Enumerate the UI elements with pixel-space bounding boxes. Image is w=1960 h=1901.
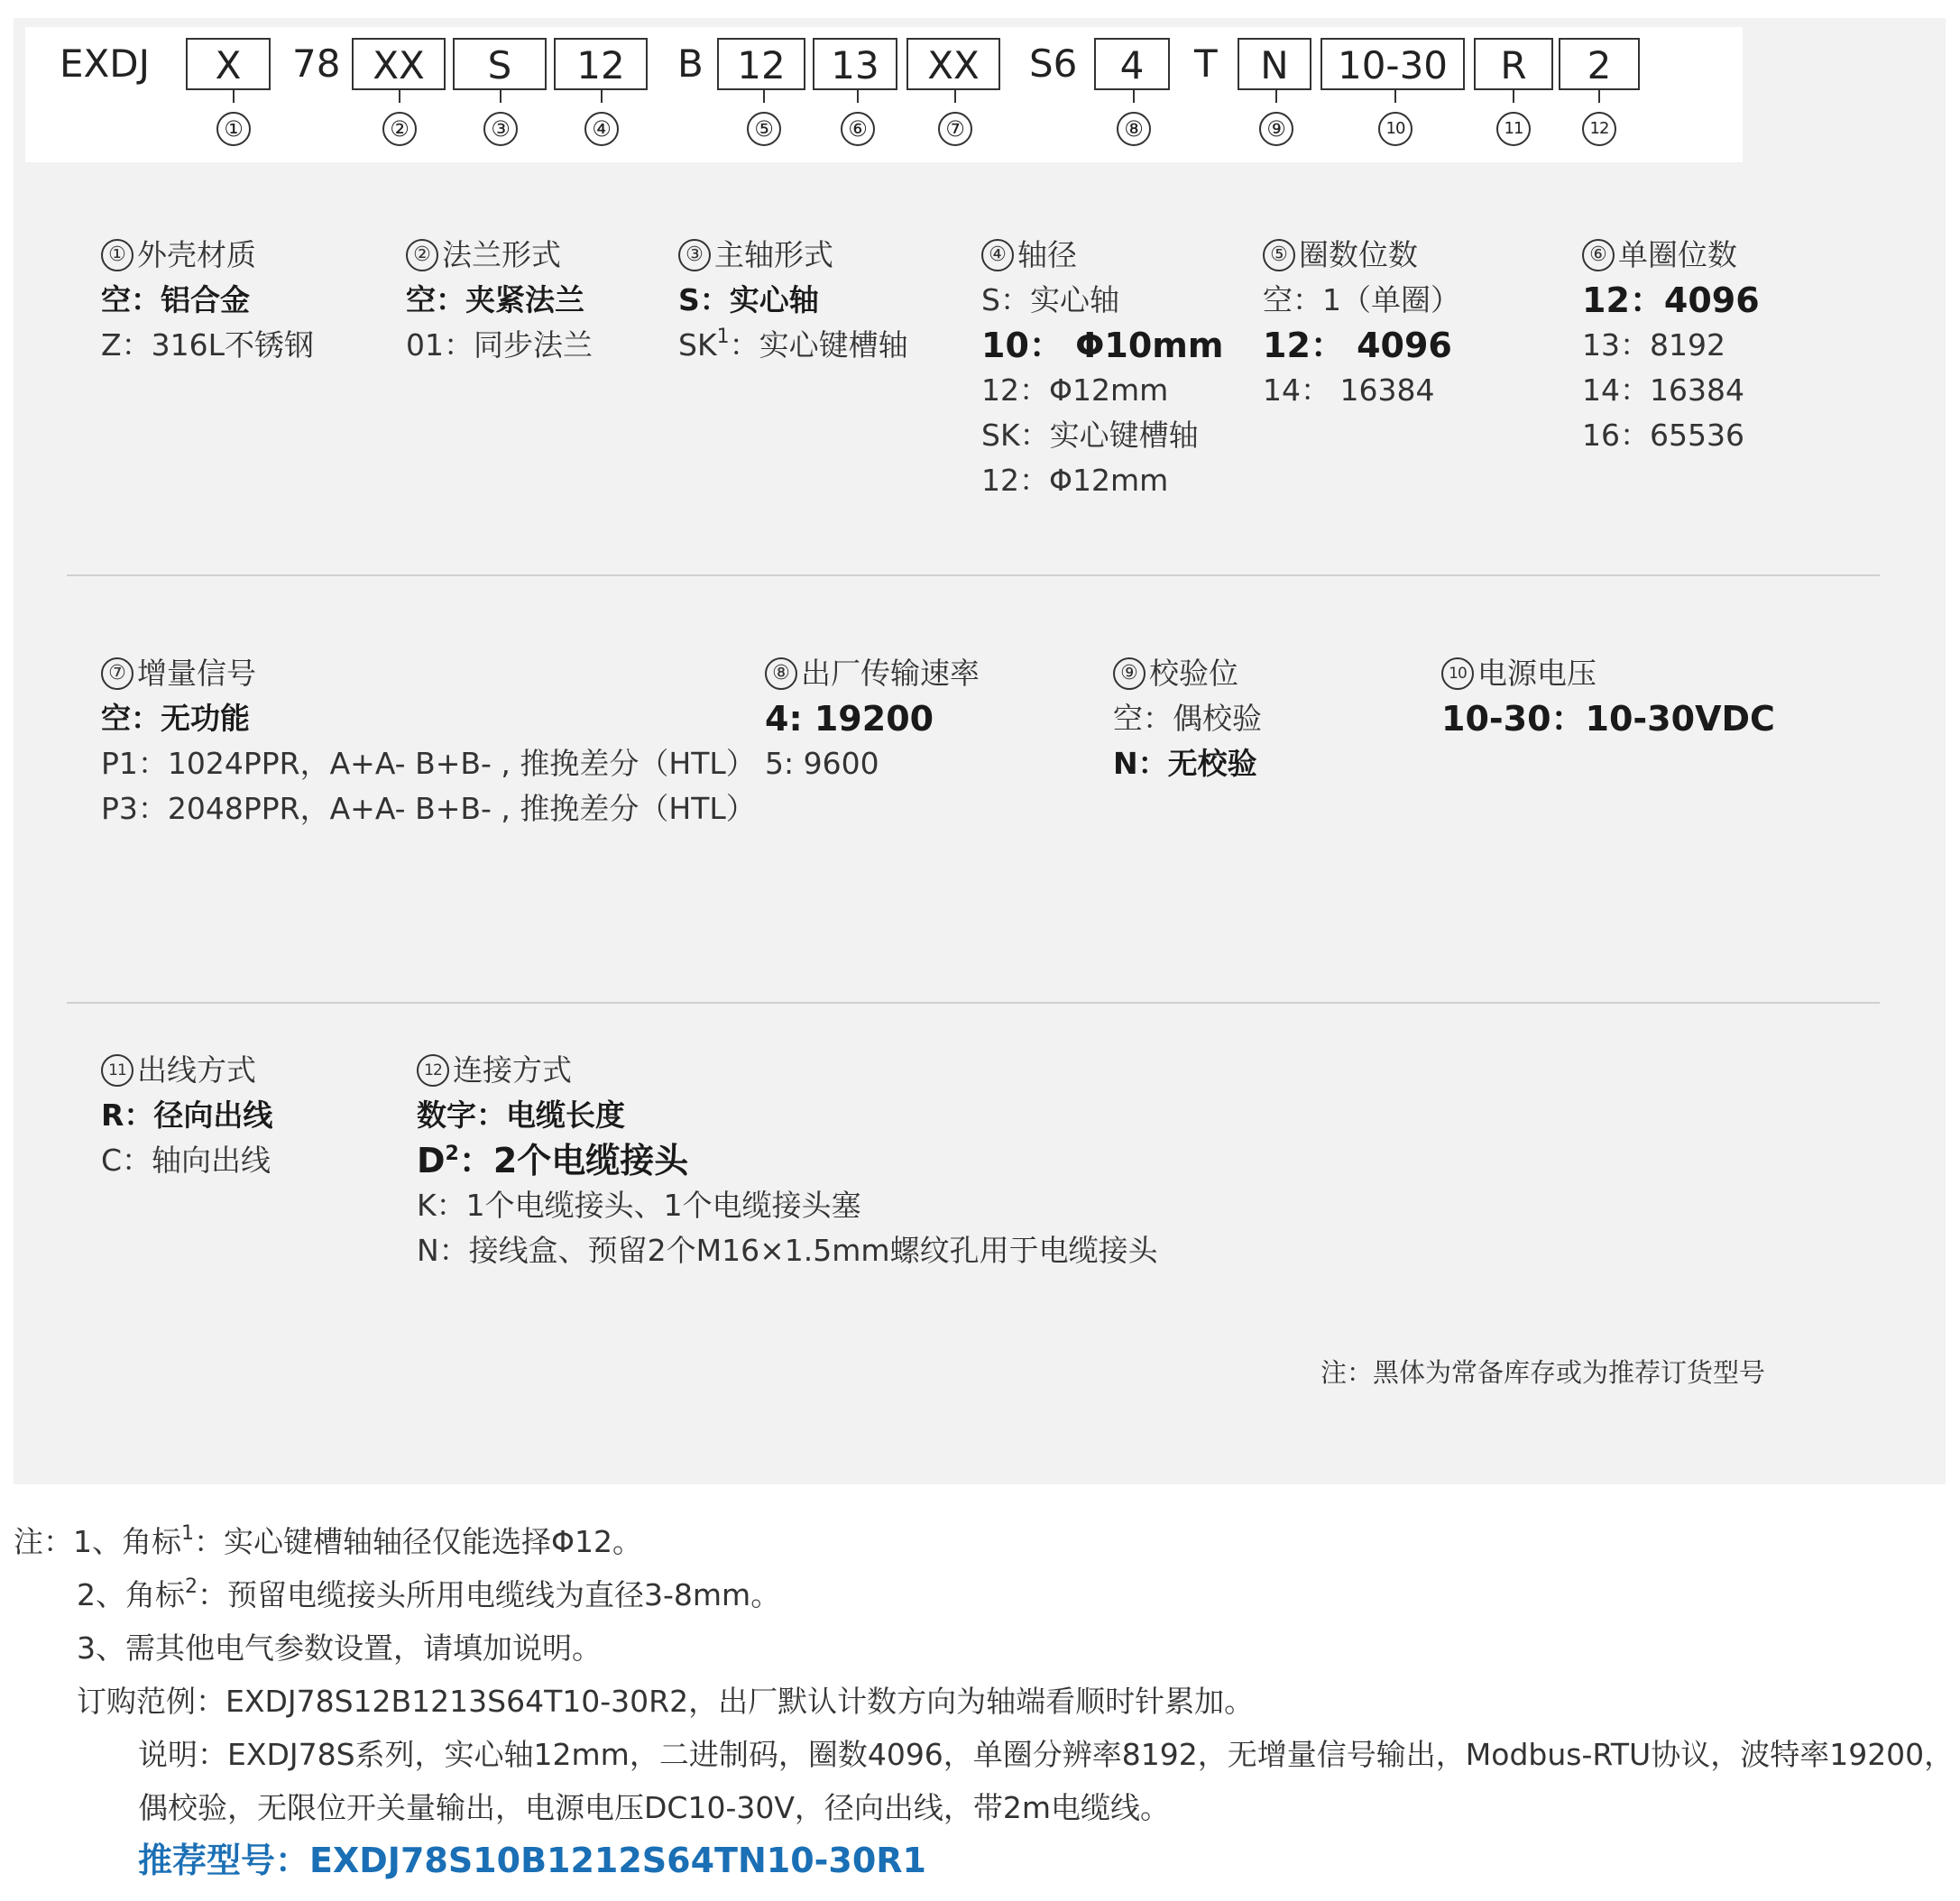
section-title: 增量信号 xyxy=(137,656,256,691)
section-number: ② xyxy=(406,239,438,271)
option-default: 12： 4096 xyxy=(1263,326,1452,365)
code-box-1: X xyxy=(186,38,271,90)
section-number: ⑦ xyxy=(101,657,133,690)
section-turns xyxy=(1263,233,1460,413)
marker-1: ① xyxy=(216,112,251,146)
code-prefix: EXDJ xyxy=(60,41,151,86)
connector-1 xyxy=(233,90,235,103)
marker-6: ⑥ xyxy=(841,112,875,146)
note-text: ：实心键槽轴轴径仅能选择Φ12。 xyxy=(194,1524,642,1559)
section-title: 圈数位数 xyxy=(1299,237,1418,272)
marker-11: 11 xyxy=(1496,112,1531,146)
connector-2 xyxy=(399,90,400,103)
option: 12：Φ12mm xyxy=(981,372,1169,408)
code-fixed-78: 78 xyxy=(292,41,341,86)
option xyxy=(678,323,908,368)
marker-2: ② xyxy=(382,112,417,146)
code-box-3: S xyxy=(453,38,547,90)
option-suffix: ：实心键槽轴 xyxy=(729,327,908,363)
section-number: ⑨ xyxy=(1113,657,1146,690)
code-fixed-b: B xyxy=(677,41,704,86)
divider-2 xyxy=(67,1002,1880,1004)
option-default: 数字：电缆长度 xyxy=(417,1097,625,1133)
option: 13：8192 xyxy=(1582,327,1725,363)
option: 14： 16384 xyxy=(1263,372,1435,408)
option-default: 10： Φ10mm xyxy=(981,326,1224,365)
option-default xyxy=(417,1138,1158,1183)
option-default: 10-30：10-30VDC xyxy=(1441,699,1775,739)
option-suffix: ：2个电缆接头 xyxy=(458,1141,689,1180)
section-shaft xyxy=(678,233,908,368)
code-box-6: 13 xyxy=(813,38,897,90)
connector-11 xyxy=(1513,90,1514,103)
note-3: 3、需其他电气参数设置，请填加说明。 xyxy=(77,1630,602,1666)
connector-8 xyxy=(1133,90,1135,103)
section-title: 轴径 xyxy=(1017,237,1077,272)
code-box-9: N xyxy=(1238,38,1311,90)
connector-7 xyxy=(954,90,956,103)
option-default: S：实心轴 xyxy=(678,282,819,317)
connector-5 xyxy=(763,90,765,103)
explanation-line-1: 说明：EXDJ78S系列，实心轴12mm，二进制码，圈数4096，单圈分辨率8192，无增量信号输出，Modbus-RTU协议，波特率19200， xyxy=(138,1737,1955,1772)
connector-3 xyxy=(500,90,502,103)
footnotes xyxy=(14,1515,1954,1887)
section-title: 连接方式 xyxy=(453,1052,572,1088)
option: 14：16384 xyxy=(1582,372,1744,408)
option: Z：316L不锈钢 xyxy=(101,327,314,363)
code-box-7: XX xyxy=(906,38,1000,90)
code-fixed-t: T xyxy=(1194,41,1218,86)
connector-10 xyxy=(1394,90,1396,103)
section-title: 校验位 xyxy=(1149,656,1238,691)
connector-9 xyxy=(1275,90,1277,103)
note-1 xyxy=(14,1515,1954,1568)
section-baud xyxy=(765,651,980,786)
code-box-8: 4 xyxy=(1094,38,1170,90)
option: SK：实心键槽轴 xyxy=(981,418,1199,453)
code-box-10: 10-30 xyxy=(1320,38,1465,90)
section-title: 出线方式 xyxy=(137,1052,256,1088)
recommended-model: 推荐型号：EXDJ78S10B1212S64TN10-30R1 xyxy=(138,1841,927,1880)
section-number: ① xyxy=(101,239,133,271)
marker-7: ⑦ xyxy=(938,112,972,146)
option: P3：2048PPR，A+A- B+B- , 推挽差分（HTL） xyxy=(101,791,756,826)
marker-8: ⑧ xyxy=(1117,112,1151,146)
option: 12：Φ12mm xyxy=(981,463,1169,498)
section-title: 出厂传输速率 xyxy=(801,656,980,691)
section-number: ③ xyxy=(678,239,711,271)
option: 01：同步法兰 xyxy=(406,327,593,363)
section-flange xyxy=(406,233,593,368)
option-default: 空：铝合金 xyxy=(101,282,250,317)
divider-1 xyxy=(67,574,1880,576)
note-prefix: 注：1、角标 xyxy=(14,1524,181,1559)
marker-5: ⑤ xyxy=(747,112,781,146)
option: C：轴向出线 xyxy=(101,1143,271,1178)
section-title: 外壳材质 xyxy=(137,237,256,272)
marker-4: ④ xyxy=(584,112,619,146)
code-box-11: R xyxy=(1474,38,1553,90)
option-prefix: SK xyxy=(678,327,717,363)
code-box-2: XX xyxy=(352,38,446,90)
marker-3: ③ xyxy=(483,112,518,146)
marker-12: 12 xyxy=(1582,112,1616,146)
section-incremental xyxy=(101,651,756,831)
option: P1：1024PPR，A+A- B+B- , 推挽差分（HTL） xyxy=(101,746,756,781)
order-example: 订购范例：EXDJ78S12B1213S64T10-30R2，出厂默认计数方向为轴端看顺时针累加。 xyxy=(77,1684,1255,1719)
option: N：接线盒、预留2个M16×1.5mm螺纹孔用于电缆接头 xyxy=(417,1233,1158,1268)
superscript: 2 xyxy=(185,1575,198,1598)
option-default: 4: 19200 xyxy=(765,699,934,739)
option: 空：1（单圈） xyxy=(1263,282,1460,317)
note-prefix: 2、角标 xyxy=(77,1577,185,1612)
explanation-line-2: 偶校验，无限位开关量输出，电源电压DC10-30V，径向出线，带2m电缆线。 xyxy=(138,1790,1171,1825)
option-prefix: D xyxy=(417,1141,446,1180)
section-title: 电源电压 xyxy=(1477,656,1597,691)
option-default: 空：无功能 xyxy=(101,701,250,736)
superscript: 1 xyxy=(181,1522,194,1545)
connector-12 xyxy=(1598,90,1600,103)
section-number: ⑥ xyxy=(1582,239,1615,271)
connector-4 xyxy=(601,90,603,103)
marker-10: 10 xyxy=(1378,112,1412,146)
section-outlet xyxy=(101,1048,272,1183)
section-title: 单圈位数 xyxy=(1618,237,1737,272)
section-parity xyxy=(1113,651,1262,786)
section-single-turn xyxy=(1582,233,1760,458)
section-housing xyxy=(101,233,314,368)
option: 空：偶校验 xyxy=(1113,701,1262,736)
code-box-5: 12 xyxy=(717,38,805,90)
option: 5: 9600 xyxy=(765,746,879,781)
section-title: 法兰形式 xyxy=(442,237,561,272)
section-number: 10 xyxy=(1441,657,1474,690)
section-number: 11 xyxy=(101,1054,133,1087)
section-voltage xyxy=(1441,651,1775,741)
code-box-4: 12 xyxy=(554,38,648,90)
code-fixed-s6: S6 xyxy=(1029,41,1078,86)
section-connection xyxy=(417,1048,1158,1273)
connector-6 xyxy=(857,90,859,103)
section-number: 12 xyxy=(417,1054,449,1087)
section-number: ⑤ xyxy=(1263,239,1295,271)
option: 16：65536 xyxy=(1582,418,1744,453)
panel-note: 注：黑体为常备库存或为推荐订货型号 xyxy=(1320,1357,1766,1388)
code-box-12: 2 xyxy=(1559,38,1640,90)
section-diameter xyxy=(981,233,1224,503)
option-default: R：径向出线 xyxy=(101,1097,273,1133)
option: K：1个电缆接头、1个电缆接头塞 xyxy=(417,1188,861,1223)
section-number: ④ xyxy=(981,239,1014,271)
section-number: ⑧ xyxy=(765,657,797,690)
option-default: N：无校验 xyxy=(1113,746,1257,781)
superscript: 2 xyxy=(445,1143,459,1165)
superscript: 1 xyxy=(716,326,730,348)
option: S：实心轴 xyxy=(981,282,1119,317)
marker-9: ⑨ xyxy=(1259,112,1293,146)
note-text: ：预留电缆接头所用电缆线为直径3-8mm。 xyxy=(198,1577,781,1612)
section-title: 主轴形式 xyxy=(714,237,833,272)
option-default: 12：4096 xyxy=(1582,280,1760,320)
option-default: 空：夹紧法兰 xyxy=(406,282,584,317)
note-2 xyxy=(14,1568,1954,1621)
